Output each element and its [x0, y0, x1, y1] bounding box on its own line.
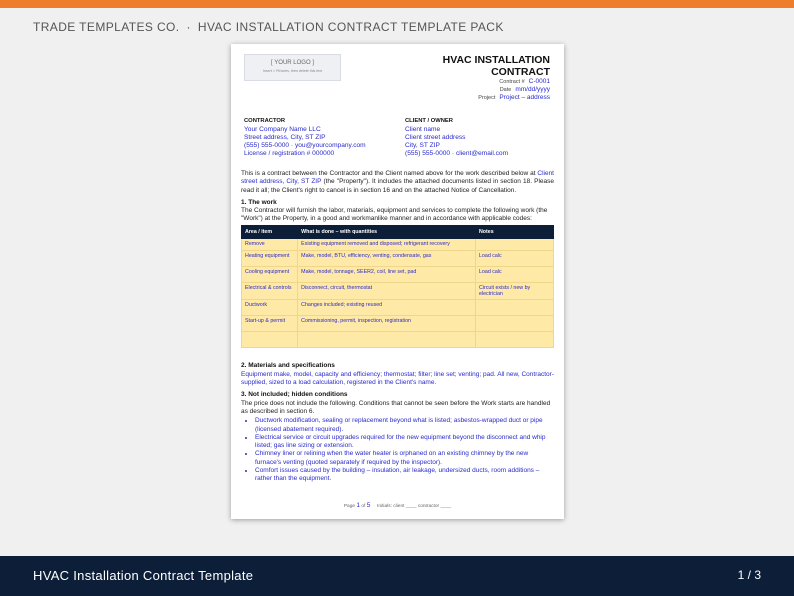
- table-row: [242, 283, 554, 300]
- title-line-2: CONTRACT: [491, 65, 550, 78]
- table-row: [242, 251, 554, 267]
- col-what: What is done – with quantities: [298, 225, 476, 238]
- cell-area[interactable]: Cooling equipment: [242, 267, 298, 283]
- table-row: [242, 267, 554, 283]
- document-page: [231, 44, 564, 519]
- exclusions-list: [241, 417, 554, 483]
- intro-paragraph: [241, 170, 554, 195]
- cell-area[interactable]: Heating equipment: [242, 251, 298, 267]
- list-item: • Comfort issues caused by the building – insulation, air leakage, undersized ducts, room additions – rather than the equipment.: [255, 467, 554, 484]
- contract-number-label: Contract #: [499, 79, 525, 85]
- cell-what[interactable]: Make, model, BTU, efficiency, venting, condensate, gas: [298, 251, 476, 267]
- page-number: 1: [356, 502, 361, 509]
- date-value: mm/dd/yyyy: [515, 86, 550, 93]
- logo-label: [ YOUR LOGO ]: [271, 60, 314, 66]
- slide-counter: 1 / 3: [737, 568, 761, 582]
- section-1-heading: 1. The work: [241, 198, 277, 206]
- intro-text-2: (the "Property"). It includes the attached documents listed in section 18. Please read it all; the Client's right to cancel is in section 16 and on the attached Notice of Cancellation.: [241, 178, 554, 194]
- logo-placeholder[interactable]: [244, 54, 341, 81]
- project-value: Project – address: [499, 94, 550, 101]
- col-area: Area / item: [242, 225, 298, 238]
- list-item: • Chimney liner or relining when the water heater is orphaned on an existing chimney by the new furnace's venting (quoted separately if required by the inspector).: [255, 450, 554, 467]
- contractor-license: License / registration # 000000: [244, 150, 335, 157]
- client-block: [405, 117, 508, 158]
- client-heading: CLIENT / OWNER: [405, 118, 453, 124]
- cell-area[interactable]: Start-up & permit: [242, 316, 298, 332]
- list-item: • Ductwork modification, sealing or replacement beyond what is listed; asbestos-wrapped duct or pipe (licensed abatement required).: [255, 417, 554, 434]
- accent-bar: [0, 0, 794, 8]
- contractor-name: Your Company Name LLC: [244, 126, 321, 133]
- section-3-text: The price does not include the following. Conditions that cannot be seen before the Work starts are handled as described in section 6.: [241, 399, 551, 415]
- page-of: of: [361, 504, 366, 509]
- cell-area[interactable]: Ductwork: [242, 300, 298, 316]
- client-city: City, ST ZIP: [405, 142, 440, 149]
- bottom-bar: [0, 556, 794, 596]
- table-row: [242, 316, 554, 332]
- cell-notes[interactable]: Load calc: [475, 251, 553, 267]
- table-row: [242, 239, 554, 251]
- cell-what[interactable]: Make, model, tonnage, SEER2, coil, line set, pad: [298, 267, 476, 283]
- contract-body: [241, 170, 554, 484]
- section-2-heading: 2. Materials and specifications: [241, 362, 335, 370]
- cell-area[interactable]: [242, 332, 298, 348]
- intro-text-1: This is a contract between the Contractor and the Client named above for the work described below at: [241, 170, 538, 177]
- table-row: [242, 332, 554, 348]
- contractor-contact: (555) 555-0000 · you@yourcompany.com: [244, 142, 366, 149]
- date-label: Date: [499, 87, 512, 93]
- contractor-heading: CONTRACTOR: [244, 118, 286, 124]
- section-2-text: Equipment make, model, capacity and efficiency; thermostat; filter; line set; venting; pad. All new, Contractor-supplied, sized to a load calculation, registered in the Client's name.: [241, 370, 554, 387]
- client-contact: (555) 555-0000 · client@email.com: [405, 150, 509, 157]
- title-line-1: HVAC INSTALLATION: [442, 54, 550, 66]
- footer-title: HVAC Installation Contract Template: [33, 568, 254, 583]
- cell-area[interactable]: Remove: [242, 239, 298, 251]
- contractor-address: Street address, City, ST ZIP: [244, 134, 326, 141]
- cell-notes[interactable]: [475, 300, 553, 316]
- page-footer: [231, 502, 564, 509]
- cell-what[interactable]: [298, 332, 476, 348]
- work-table: [241, 225, 554, 349]
- document-title: [443, 55, 550, 78]
- page-header: [33, 20, 504, 34]
- col-notes: Notes: [475, 225, 553, 238]
- cell-notes[interactable]: [475, 316, 553, 332]
- intro-property-address: Client street address, City, ST ZIP: [241, 170, 554, 186]
- page-label: Page: [343, 504, 356, 509]
- initials-line: Initials: client ____ contractor ____: [377, 504, 452, 509]
- logo-hint: Insert > Pictures, then delete this text: [262, 69, 323, 73]
- cell-what[interactable]: Commissioning, permit, inspection, registration: [298, 316, 476, 332]
- contract-number-value: C-0001: [528, 78, 550, 85]
- header-separator: ·: [186, 20, 191, 34]
- cell-area[interactable]: Electrical & controls: [242, 283, 298, 300]
- client-address: Client street address: [405, 134, 466, 141]
- contractor-block: [244, 117, 366, 158]
- cell-what[interactable]: Changes included; existing reused: [298, 300, 476, 316]
- section-1-text: The Contractor will furnish the labor, materials, equipment and services to complete the following work (the "Work") at the Property, in a good and workmanlike manner and in accordance with applicable codes:: [241, 207, 548, 223]
- cell-what[interactable]: Disconnect, circuit, thermostat: [298, 283, 476, 300]
- cell-what[interactable]: Existing equipment removed and disposed; refrigerant recovery: [298, 239, 476, 251]
- page-total: 5: [366, 502, 371, 509]
- list-item: • Electrical service or circuit upgrades required for the new equipment beyond the disconnect and whip listed; gas line sizing or extension.: [255, 434, 554, 451]
- pack-title: HVAC INSTALLATION CONTRACT TEMPLATE PACK: [197, 20, 504, 34]
- project-label: Project: [478, 95, 496, 101]
- section-3-heading: 3. Not included; hidden conditions: [241, 391, 348, 399]
- client-name: Client name: [405, 126, 441, 133]
- cell-notes[interactable]: Load calc: [475, 267, 553, 283]
- contract-meta: [478, 78, 550, 102]
- cell-notes[interactable]: [475, 332, 553, 348]
- cell-notes[interactable]: [475, 239, 553, 251]
- brand-name: TRADE TEMPLATES CO.: [33, 20, 180, 34]
- table-row: [242, 300, 554, 316]
- cell-notes[interactable]: Circuit exists / new by electrician: [475, 283, 553, 300]
